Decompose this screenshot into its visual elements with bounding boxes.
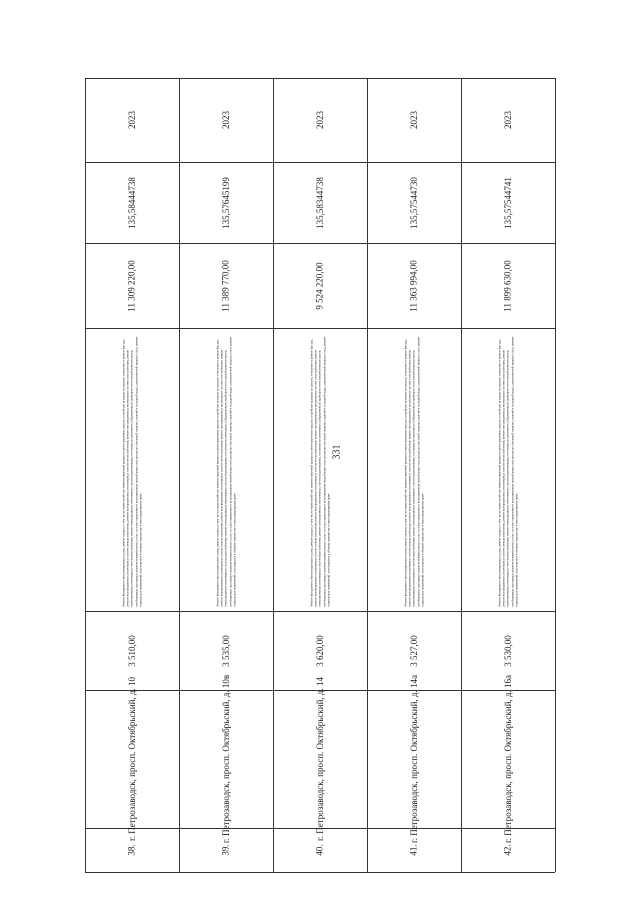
works-text: Ремонт фундамента многоквартирного дома, ремонт крыши, в том числе переустройство невентилируемой крыши на вентилируемую крышу, устройство выходов на кровлю, утепление и ремонт фасада, ремонт внутридомовых инженерных систем электроснабжения, ремонт внутридомовых инженерных систем теплоснабжения, ремонт внутридомовых инженерных систем газоснабжения, ремонт внутридомовых инженерных систем водоснабжения, ремонт внутридомовых инженерных систем водоотведения, установка коллективных (общедомовых) приборов учета потребления ресурсов, необходимых для предоставления коммунальных услуг, и узлов управления и регулирования потребления этих ресурсов (тепловой энергии, горячей и холодной воды, электрической энергии, газа), ремонт подвальных помещений, относящихся к общему имуществу в многоквартирном доме (403, 335, 425, 606)
work-table (85, 78, 555, 872)
area-text: 3 527,00 (409, 634, 419, 667)
works-cell (181, 330, 271, 609)
cost-cell (179, 243, 273, 328)
year-text: 2023 (409, 111, 419, 129)
cost-text: 9 524 220,00 (315, 261, 325, 310)
address-text: г. Петрозаводск, просп. Октябрьский, д. 10 (127, 677, 137, 841)
price-cell (367, 162, 461, 243)
works-text: Ремонт фундамента многоквартирного дома, ремонт крыши, в том числе переустройство невентилируемой крыши на вентилируемую крышу, устройство выходов на кровлю, утепление и ремонт фасада, ремонт внутридомовых инженерных систем электроснабжения, ремонт внутридомовых инженерных систем теплоснабжения, ремонт внутридомовых инженерных систем газоснабжения, ремонт внутридомовых инженерных систем водоснабжения, ремонт внутридомовых инженерных систем водоотведения, установка коллективных (общедомовых) приборов учета потребления ресурсов, необходимых для предоставления коммунальных услуг, и узлов управления и регулирования потребления этих ресурсов (тепловой энергии, горячей и холодной воды, электрической энергии, газа), ремонт подвальных помещений, относящихся к общему имуществу в многоквартирном доме (215, 335, 237, 606)
address-text: г. Петрозаводск, просп. Октябрьский, д. 14 (315, 677, 325, 841)
address-cell (367, 675, 461, 843)
price-cell (85, 162, 179, 243)
year-cell (179, 78, 273, 162)
address-text: г. Петрозаводск, просп. Октябрьский, д. 14а (409, 675, 419, 843)
works-cell (87, 330, 177, 609)
cost-cell (461, 243, 555, 328)
address-cell (273, 677, 367, 841)
cost-text: 11 899 630,00 (502, 259, 513, 312)
price-cell (461, 162, 555, 243)
works-text: Ремонт фундамента многоквартирного дома, ремонт крыши, в том числе переустройство невентилируемой крыши на вентилируемую крышу, устройство выходов на кровлю, утепление и ремонт фасада, ремонт внутридомовых инженерных систем электроснабжения, ремонт внутридомовых инженерных систем теплоснабжения, ремонт внутридомовых инженерных систем газоснабжения, ремонт внутридомовых инженерных систем водоснабжения, ремонт внутридомовых инженерных систем водоотведения, установка коллективных (общедомовых) приборов учета потребления ресурсов, необходимых для предоставления коммунальных услуг, и узлов управления и регулирования потребления этих ресурсов (тепловой энергии, горячей и холодной воды, электрической энергии, газа), ремонт подвальных помещений, относящихся к общему имуществу в многоквартирном доме (309, 335, 331, 606)
year-cell (273, 78, 367, 162)
price-cell (273, 162, 367, 243)
price-text: 135,57544741 (503, 176, 513, 229)
cost-text: 11 389 770,00 (220, 259, 231, 312)
address-text: г. Петрозаводск, просп. Октябрьский, д. 10в (221, 674, 231, 844)
num-cell (367, 828, 461, 872)
area-text: 3 510,00 (127, 634, 137, 667)
address-cell (179, 674, 273, 844)
cost-cell (367, 243, 461, 328)
num-cell (179, 828, 273, 872)
year-text: 2023 (315, 111, 325, 129)
num-text: 40. (315, 844, 325, 856)
works-cell (463, 330, 553, 609)
address-text: г. Петрозаводск, просп. Октябрьский, д. 16а (503, 675, 513, 843)
price-text: 135,58444738 (127, 176, 137, 229)
year-text: 2023 (127, 111, 137, 129)
area-text: 3 535,00 (221, 634, 231, 667)
price-cell (179, 162, 273, 243)
price-text: 135,57544730 (409, 176, 419, 229)
works-cell (369, 330, 459, 609)
num-text: 41. (409, 844, 419, 856)
year-cell (367, 78, 461, 162)
num-text: 38. (127, 844, 137, 856)
num-text: 39. (221, 844, 231, 856)
works-text: Ремонт фундамента многоквартирного дома, ремонт крыши, в том числе переустройство невентилируемой крыши на вентилируемую крышу, устройство выходов на кровлю, утепление и ремонт фасада, ремонт внутридомовых инженерных систем электроснабжения, ремонт внутридомовых инженерных систем теплоснабжения, ремонт внутридомовых инженерных систем газоснабжения, ремонт внутридомовых инженерных систем водоснабжения, ремонт внутридомовых инженерных систем водоотведения, установка коллективных (общедомовых) приборов учета потребления ресурсов, необходимых для предоставления коммунальных услуг, и узлов управления и регулирования потребления этих ресурсов (тепловой энергии, горячей и холодной воды, электрической энергии, газа), ремонт подвальных помещений, относящихся к общему имуществу в многоквартирном доме (121, 335, 143, 606)
year-text: 2023 (221, 111, 231, 129)
page-number: 331 (331, 444, 343, 460)
address-cell (461, 675, 555, 843)
table-rule (85, 872, 555, 873)
num-cell (85, 828, 179, 872)
works-text: Ремонт фундамента многоквартирного дома, ремонт крыши, в том числе переустройство невентилируемой крыши на вентилируемую крышу, устройство выходов на кровлю, утепление и ремонт фасада, ремонт внутридомовых инженерных систем электроснабжения, ремонт внутридомовых инженерных систем теплоснабжения, ремонт внутридомовых инженерных систем газоснабжения, ремонт внутридомовых инженерных систем водоснабжения, ремонт внутридомовых инженерных систем водоотведения, установка коллективных (общедомовых) приборов учета потребления ресурсов, необходимых для предоставления коммунальных услуг, и узлов управления и регулирования потребления этих ресурсов (тепловой энергии, горячей и холодной воды, электрической энергии, газа), ремонт подвальных помещений, относящихся к общему имуществу в многоквартирном доме (497, 335, 519, 606)
price-text: 135,58344738 (315, 176, 325, 229)
area-text: 3 530,00 (503, 634, 513, 667)
year-cell (85, 78, 179, 162)
address-cell (85, 677, 179, 841)
area-text: 3 620,00 (315, 634, 325, 667)
price-text: 135,57645199 (221, 176, 231, 229)
num-text: 42. (503, 844, 513, 856)
table-rule (555, 78, 556, 872)
year-cell (461, 78, 555, 162)
num-cell (461, 828, 555, 872)
table-rule (85, 328, 555, 329)
works-cell (275, 330, 365, 609)
cost-text: 11 363 994,00 (408, 259, 419, 312)
num-cell (273, 828, 367, 872)
year-text: 2023 (503, 111, 513, 129)
cost-cell (85, 243, 179, 328)
cost-cell (273, 243, 367, 328)
cost-text: 11 309 220,00 (126, 259, 137, 312)
